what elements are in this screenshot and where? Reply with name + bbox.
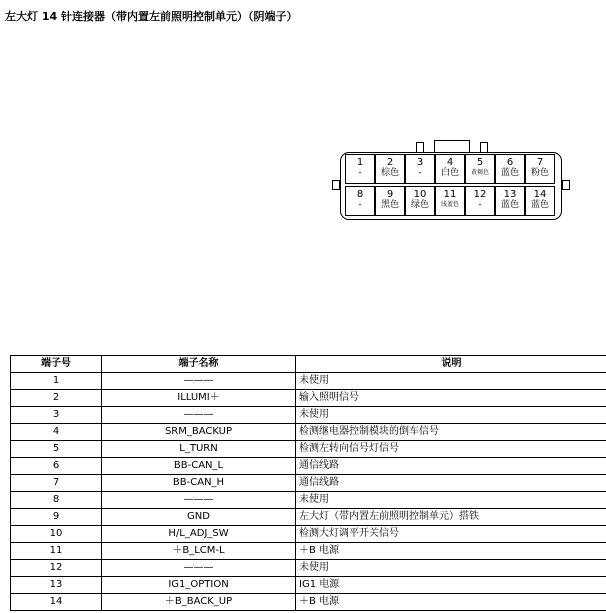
cell-description: ＋B 电源: [296, 594, 606, 611]
pin-number: 10: [413, 189, 427, 200]
connector-body: [340, 152, 562, 220]
cell-terminal-name: ———: [102, 373, 296, 390]
cell-terminal-number: 13: [11, 577, 102, 594]
pin-number: 9: [386, 189, 394, 200]
connector-ear-right: [562, 180, 570, 190]
connector-pin: [345, 154, 375, 184]
pin-number: 2: [386, 157, 394, 168]
pin-wire-color: -: [418, 168, 422, 178]
cell-terminal-number: 6: [11, 458, 102, 475]
header-terminal-name: 端子名称: [102, 356, 296, 373]
cell-description: 输入照明信号: [296, 390, 606, 407]
pin-wire-color: 黑色: [380, 200, 399, 210]
pin-number: 14: [533, 189, 547, 200]
connector-pin: [435, 186, 465, 216]
table-header-row: [11, 356, 606, 373]
cell-terminal-number: 2: [11, 390, 102, 407]
connector-pin: [375, 186, 405, 216]
pin-wire-color: -: [358, 200, 362, 210]
connector-ear-left: [332, 180, 340, 190]
pin-number: 12: [473, 189, 487, 200]
cell-description: 通信线路: [296, 475, 606, 492]
cell-description: 未使用: [296, 407, 606, 424]
cell-terminal-name: ＋B_BACK_UP: [102, 594, 296, 611]
cell-terminal-name: ———: [102, 492, 296, 509]
connector-diagram: [330, 140, 576, 222]
cell-terminal-number: 9: [11, 509, 102, 526]
pin-wire-color: 黄褐色: [470, 169, 489, 176]
cell-terminal-number: 12: [11, 560, 102, 577]
connector-pin: [405, 154, 435, 184]
pin-number: 3: [416, 157, 424, 168]
cell-terminal-number: 3: [11, 407, 102, 424]
pin-number: 7: [536, 157, 544, 168]
pin-wire-color: 蓝色: [500, 168, 519, 178]
cell-description: 检测大灯调平开关信号: [296, 526, 606, 543]
pin-number: 8: [356, 189, 364, 200]
table-row: [11, 458, 606, 475]
cell-terminal-number: 5: [11, 441, 102, 458]
cell-terminal-name: SRM_BACKUP: [102, 424, 296, 441]
cell-description: 未使用: [296, 373, 606, 390]
pin-number: 5: [476, 157, 484, 168]
cell-terminal-name: ＋B_LCM-L: [102, 543, 296, 560]
connector-pin: [345, 186, 375, 216]
cell-terminal-name: ———: [102, 560, 296, 577]
cell-terminal-name: H/L_ADJ_SW: [102, 526, 296, 543]
table-row: [11, 424, 606, 441]
table-row: [11, 526, 606, 543]
cell-terminal-number: 8: [11, 492, 102, 509]
cell-terminal-name: ILLUMI＋: [102, 390, 296, 407]
connector-pin: [525, 154, 555, 184]
cell-terminal-number: 7: [11, 475, 102, 492]
pin-description-table: [10, 355, 606, 611]
pin-wire-color: 浅蓝色: [440, 201, 459, 208]
table-row: [11, 390, 606, 407]
pin-wire-color: -: [478, 200, 482, 210]
pin-wire-color: 蓝色: [530, 200, 549, 210]
cell-description: 未使用: [296, 560, 606, 577]
connector-pin: [495, 186, 525, 216]
cell-terminal-number: 4: [11, 424, 102, 441]
cell-description: 检测继电器控制模块的倒车信号: [296, 424, 606, 441]
cell-description: 左大灯（带内置左前照明控制单元）搭铁: [296, 509, 606, 526]
connector-pin: [495, 154, 525, 184]
header-description: 说明: [296, 356, 606, 373]
pin-number: 6: [506, 157, 514, 168]
pin-wire-color: 绿色: [410, 200, 429, 210]
connector-pin: [375, 154, 405, 184]
cell-description: IG1 电源: [296, 577, 606, 594]
connector-pin: [435, 154, 465, 184]
pin-wire-color: -: [358, 168, 362, 178]
table-row: [11, 543, 606, 560]
table-row: [11, 594, 606, 611]
pin-number: 4: [446, 157, 454, 168]
table-row: [11, 407, 606, 424]
cell-terminal-number: 1: [11, 373, 102, 390]
pin-wire-color: 白色: [440, 168, 459, 178]
pin-number: 11: [443, 189, 457, 200]
pin-number: 13: [503, 189, 517, 200]
cell-terminal-name: ———: [102, 407, 296, 424]
cell-terminal-name: L_TURN: [102, 441, 296, 458]
table-row: [11, 373, 606, 390]
connector-pin: [525, 186, 555, 216]
table-row: [11, 577, 606, 594]
cell-terminal-number: 11: [11, 543, 102, 560]
table-row: [11, 475, 606, 492]
pin-wire-color: 蓝色: [500, 200, 519, 210]
header-terminal-number: 端子号: [11, 356, 102, 373]
table-row: [11, 441, 606, 458]
cell-terminal-name: BB-CAN_H: [102, 475, 296, 492]
cell-description: 通信线路: [296, 458, 606, 475]
connector-pin: [465, 186, 495, 216]
connector-pin: [405, 186, 435, 216]
page-title: 左大灯 14 针连接器（带内置左前照明控制单元）（阴端子）: [5, 10, 298, 23]
table-row: [11, 492, 606, 509]
cell-terminal-name: GND: [102, 509, 296, 526]
table-row: [11, 560, 606, 577]
table-row: [11, 509, 606, 526]
cell-terminal-name: BB-CAN_L: [102, 458, 296, 475]
pin-number: 1: [356, 157, 364, 168]
cell-description: 未使用: [296, 492, 606, 509]
pin-wire-color: 粉色: [530, 168, 549, 178]
cell-description: 检测左转向信号灯信号: [296, 441, 606, 458]
connector-pin: [465, 154, 495, 184]
cell-terminal-number: 10: [11, 526, 102, 543]
cell-description: ＋B 电源: [296, 543, 606, 560]
cell-terminal-name: IG1_OPTION: [102, 577, 296, 594]
pin-wire-color: 棕色: [380, 168, 399, 178]
cell-terminal-number: 14: [11, 594, 102, 611]
